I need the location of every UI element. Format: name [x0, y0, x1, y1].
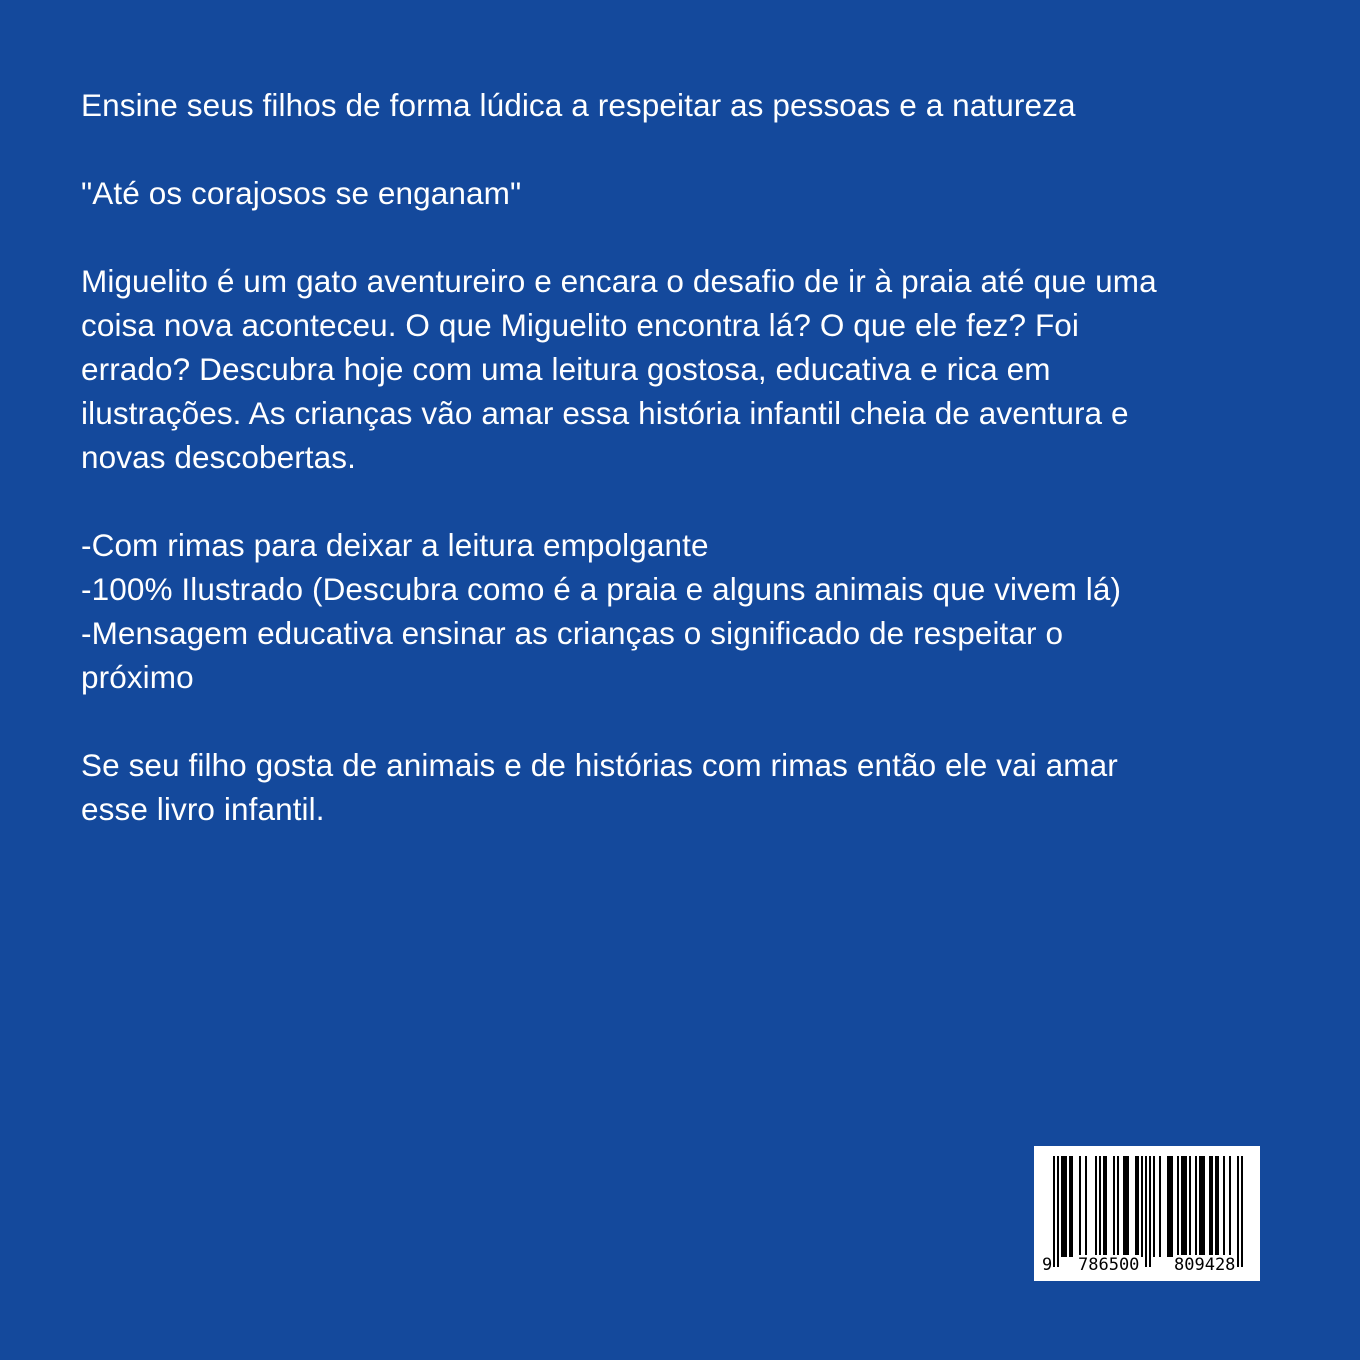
closing: [81, 743, 1281, 831]
barcode-bar: [1195, 1156, 1197, 1257]
barcode-bar: [1181, 1156, 1183, 1257]
spacer: [81, 127, 1281, 171]
barcode-bar: [1229, 1156, 1231, 1257]
feature-line: -100% Ilustrado (Descubra como é a praia e alguns animais que vivem lá): [81, 571, 1122, 607]
barcode-bar: [1071, 1156, 1073, 1257]
barcode-left-digits: 786500: [1078, 1255, 1140, 1275]
barcode-bar: [1095, 1156, 1097, 1257]
barcode-bar: [1203, 1156, 1205, 1257]
barcode-bar: [1117, 1156, 1119, 1257]
feature-line: -Mensagem educativa ensinar as crianças o significado de respeitar o: [81, 615, 1064, 651]
barcode-bar: [1105, 1156, 1107, 1257]
feature-line: próximo: [81, 659, 194, 695]
barcode-bar: [1237, 1156, 1239, 1267]
barcode-bar: [1183, 1156, 1185, 1257]
barcode-bar: [1169, 1156, 1171, 1257]
barcode-bar: [1135, 1156, 1137, 1257]
barcode-bar: [1159, 1156, 1161, 1257]
barcode-bar: [1167, 1156, 1169, 1257]
barcode-bar: [1211, 1156, 1213, 1257]
barcode-bar: [1185, 1156, 1187, 1257]
closing-line: Se seu filho gosta de animais e de histórias com rimas então ele vai amar: [81, 747, 1118, 783]
barcode-bar: [1189, 1156, 1191, 1257]
barcode-bar: [1057, 1156, 1059, 1267]
barcode-bar: [1177, 1156, 1179, 1257]
barcode-bar: [1099, 1156, 1101, 1257]
barcode-bar: [1201, 1156, 1203, 1257]
spacer: [81, 699, 1281, 743]
barcode-right-digits: 809428: [1174, 1255, 1236, 1275]
barcode-bar: [1113, 1156, 1115, 1257]
synopsis-line: coisa nova aconteceu. O que Miguelito encontra lá? O que ele fez? Foi: [81, 307, 1080, 343]
barcode-bar: [1153, 1156, 1155, 1257]
tagline: Ensine seus filhos de forma lúdica a respeitar as pessoas e a natureza: [81, 87, 1076, 123]
barcode-bar: [1215, 1156, 1217, 1257]
barcode-bar: [1085, 1156, 1087, 1257]
feature-line: -Com rimas para deixar a leitura empolgante: [81, 527, 709, 563]
back-cover-text: [81, 83, 1281, 831]
isbn-barcode: [1034, 1146, 1260, 1281]
barcode-bar: [1137, 1156, 1139, 1257]
synopsis: [81, 259, 1281, 479]
barcode-bar: [1069, 1156, 1071, 1257]
synopsis-line: ilustrações. As crianças vão amar essa história infantil cheia de aventura e: [81, 395, 1129, 431]
features-list: [81, 523, 1281, 699]
barcode-bar: [1217, 1156, 1219, 1257]
quote: "Até os corajosos se enganam": [81, 175, 522, 211]
barcode-bar: [1127, 1156, 1129, 1257]
barcode-bar: [1053, 1156, 1055, 1267]
barcode-bar: [1125, 1156, 1127, 1257]
synopsis-line: errado? Descubra hoje com uma leitura gostosa, educativa e rica em: [81, 351, 1051, 387]
spacer: [81, 215, 1281, 259]
synopsis-line: novas descobertas.: [81, 439, 356, 475]
synopsis-line: Miguelito é um gato aventureiro e encara o desafio de ir à praia até que uma: [81, 263, 1157, 299]
barcode-bar: [1065, 1156, 1067, 1257]
barcode-bar: [1061, 1156, 1063, 1257]
barcode-bar: [1063, 1156, 1065, 1257]
barcode-bar: [1123, 1156, 1125, 1257]
barcode-bar: [1241, 1156, 1243, 1267]
barcode-bar: [1199, 1156, 1201, 1257]
barcode-bar: [1145, 1156, 1147, 1267]
barcode-bar: [1149, 1156, 1151, 1267]
barcode-bar: [1141, 1156, 1143, 1257]
barcode-bar: [1103, 1156, 1105, 1257]
spacer: [81, 479, 1281, 523]
barcode-lead-digit: 9: [1042, 1255, 1053, 1275]
barcode-bar: [1209, 1156, 1211, 1257]
barcode-bar: [1171, 1156, 1173, 1257]
barcode-bar: [1223, 1156, 1225, 1257]
closing-line: esse livro infantil.: [81, 791, 325, 827]
barcode-bar: [1079, 1156, 1081, 1257]
